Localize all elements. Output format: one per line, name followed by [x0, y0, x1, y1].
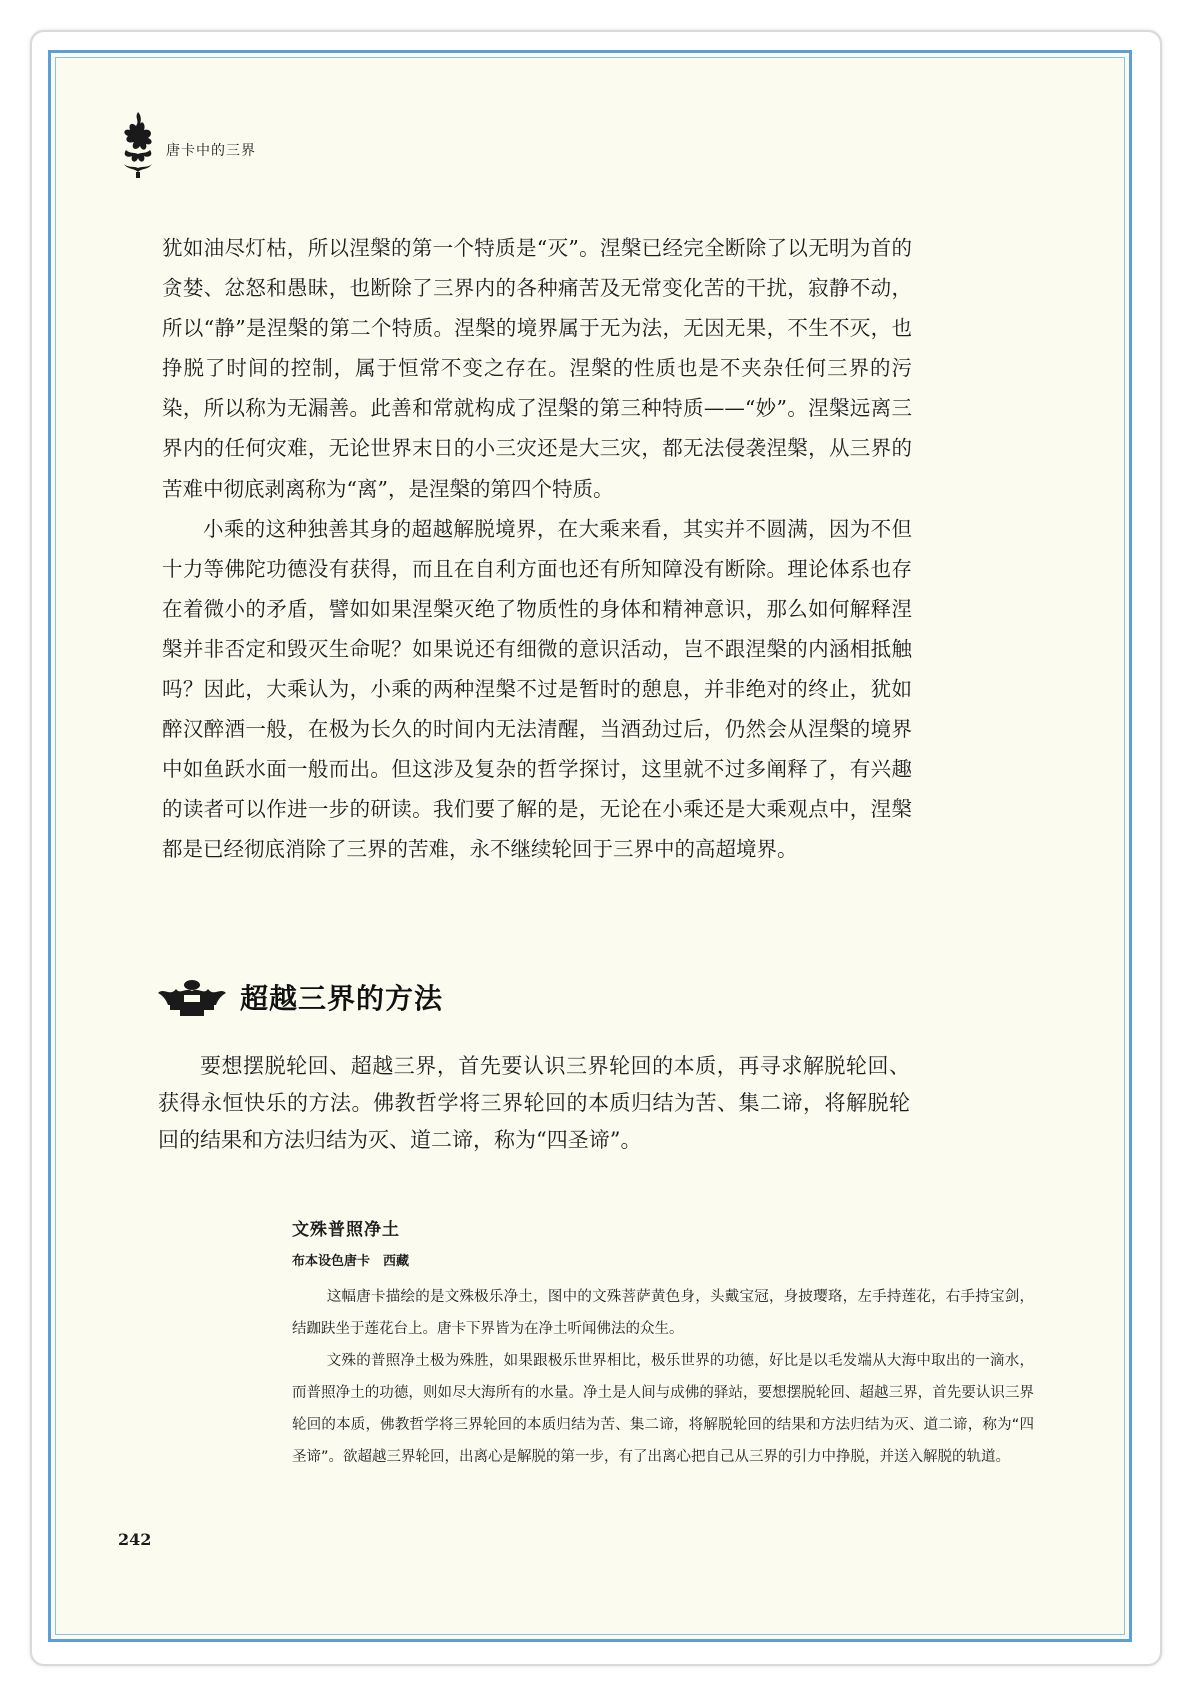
lotus-bowl-icon [156, 975, 228, 1019]
section-heading [156, 975, 443, 1019]
body-text [162, 228, 912, 870]
body-paragraph-2: 小乘的这种独善其身的超越解脱境界，在大乘来看，其实并不圆满，因为不但十力等佛陀功德没有获得，而且在自利方面也还有所知障没有断除。理论体系也存在着微小的矛盾，譬如如果涅槃灭绝了物质性的身体和精神意识，那么如何解释涅槃并非否定和毁灭生命呢？如果说还有细微的意识活动，岂不跟涅槃的内涵相抵触吗？因此，大乘认为，小乘的两种涅槃不过是暂时的憩息，并非绝对的终止，犹如醉汉醉酒一般，在极为长久的时间内无法清醒，当酒劲过后，仍然会从涅槃的境界中如鱼跃水面一般而出。但这涉及复杂的哲学探讨，这里就不过多阐释了，有兴趣的读者可以作进一步的研读。我们要了解的是，无论在小乘还是大乘观点中，涅槃都是已经彻底消除了三界的苦难，永不继续轮回于三界中的高超境界。 [162, 516, 912, 862]
running-head-title: 唐卡中的三界 [166, 143, 256, 159]
section-text [158, 1048, 910, 1159]
caption-paragraph-1: 这幅唐卡描绘的是文殊极乐净土，图中的文殊菩萨黄色身，头戴宝冠，身披璎珞，左手持莲花，右手持宝剑，结跏趺坐于莲花台上。唐卡下界皆为在净土听闻佛法的众生。 [292, 1289, 1034, 1337]
caption-paragraph-2: 文殊的普照净土极为殊胜，如果跟极乐世界相比，极乐世界的功德，好比是以毛发端从大海中取出的一滴水，而普照净土的功德，则如尽大海所有的水量。净土是人间与成佛的驿站，要想摆脱轮回、超越三界，首先要认识三界轮回的本质，佛教哲学将三界轮回的本质归结为苦、集二谛，将解脱轮回的结果和方法归结为灭、道二谛，称为“四圣谛”。欲超越三界轮回，出离心是解脱的第一步，有了出离心把自己从三界的引力中挣脱，并送入解脱的轨道。 [292, 1353, 1034, 1465]
page-number: 242 [118, 1530, 152, 1549]
section-paragraph: 要想摆脱轮回、超越三界，首先要认识三界轮回的本质，再寻求解脱轮回、获得永恒快乐的方法。佛教哲学将三界轮回的本质归结为苦、集二谛，将解脱轮回的结果和方法归结为灭、道二谛，称为“四圣谛”。 [158, 1054, 910, 1152]
section-title: 超越三界的方法 [240, 982, 444, 1015]
floral-ornament-icon [118, 110, 158, 180]
caption-subtitle: 布本设色唐卡 西藏 [292, 1254, 410, 1269]
caption-body [292, 1281, 1034, 1473]
image-caption [292, 1215, 1034, 1473]
running-head [118, 110, 256, 180]
caption-title: 文殊普照净土 [292, 1220, 400, 1240]
body-paragraph-1: 犹如油尽灯枯，所以涅槃的第一个特质是“灭”。涅槃已经完全断除了以无明为首的贪婪、忿怒和愚昧，也断除了三界内的各种痛苦及无常变化苦的干扰，寂静不动，所以“静”是涅槃的第二个特质。涅槃的境界属于无为法，无因无果，不生不灭，也挣脱了时间的控制，属于恒常不变之存在。涅槃的性质也是不夹杂任何三界的污染，所以称为无漏善。此善和常就构成了涅槃的第三种特质——“妙”。涅槃远离三界内的任何灾难，无论世界末日的小三灾还是大三灾，都无法侵袭涅槃，从三界的苦难中彻底剥离称为“离”，是涅槃的第四个特质。 [162, 236, 912, 501]
